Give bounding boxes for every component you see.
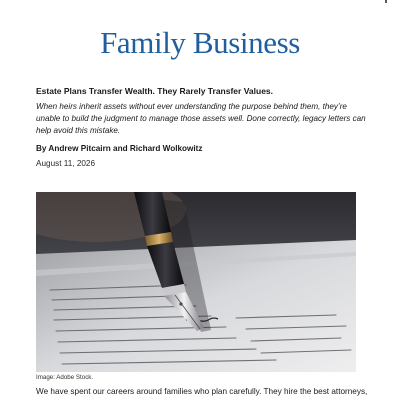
article-dek: When heirs inherit assets without ever understanding the purpose behind them, they’re unable to build the judgment to manage those assets well. Done correctly, legacy letters can help avoid this mistake. [36,102,366,136]
article-date: August 11, 2026 [36,159,96,168]
page-corner-mark [385,0,387,3]
image-caption: Image: Adobe Stock. [36,374,94,381]
article-headline: Estate Plans Transfer Wealth. They Rarely Transfer Values. [36,86,274,96]
article-byline: By Andrew Pitcairn and Richard Wolkowitz [36,144,203,153]
hero-image [36,192,356,372]
article-body-lead: We have spent our careers around families who plan carefully. They hire the best attorneys, [36,387,368,396]
masthead-title: Family Business [100,25,300,60]
